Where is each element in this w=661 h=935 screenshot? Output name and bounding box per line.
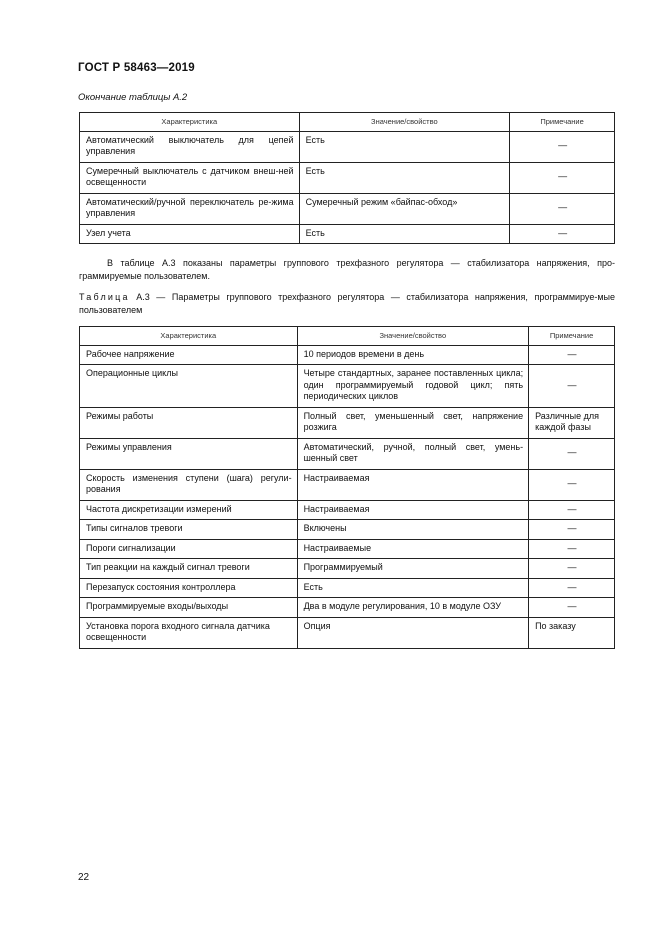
table-row [80,407,615,438]
table-cell: Опция [297,617,529,648]
table-cell: — [529,438,615,469]
table-row [80,520,615,540]
table-cell: Есть [297,578,529,598]
table-cell: Пороги сигнализации [80,539,298,559]
table-cell: Программируемый [297,559,529,579]
table-a3-caption [79,291,615,317]
table-cell: Сумеречный режим «байпас-обход» [299,193,510,224]
table-cell: Перезапуск состояния контроллера [80,578,298,598]
table-cell: Настраиваемая [297,500,529,520]
table-row [80,598,615,618]
column-header-note: Примечание [529,327,615,346]
table-cell: Есть [299,162,510,193]
table-row [80,345,615,365]
table-row [80,559,615,579]
intro-paragraph: В таблице А.3 показаны параметры группового трехфазного регулятора — стабилизатора напряжения, про-граммируемые пользователем. [79,258,615,281]
table-cell: Различные для каждой фазы [529,407,615,438]
table-cell: Тип реакции на каждый сигнал тревоги [80,559,298,579]
table-cell: — [510,224,615,244]
table-cell: Автоматический выключатель для цепей управления [80,131,300,162]
table-cell: — [529,598,615,618]
table-a3-caption-prefix: Таблица [79,292,130,302]
table-a2 [79,112,615,244]
table-a2-caption: Окончание таблицы А.2 [78,92,188,103]
table-cell: — [529,469,615,500]
table-cell: — [510,162,615,193]
table-header-row [80,113,615,132]
table-cell: Узел учета [80,224,300,244]
table-row [80,162,615,193]
table-cell: Автоматический, ручной, полный свет, умень-шенный свет [297,438,529,469]
table-row [80,131,615,162]
table-row [80,469,615,500]
table-row [80,193,615,224]
table-cell: — [510,131,615,162]
table-cell: 10 периодов времени в день [297,345,529,365]
table-cell: — [529,500,615,520]
table-cell: Скорость изменения ступени (шага) регули-рования [80,469,298,500]
column-header-characteristic: Характеристика [80,327,298,346]
table-cell: — [529,578,615,598]
table-row [80,617,615,648]
table-row [80,224,615,244]
table-cell: — [529,559,615,579]
table-cell: Два в модуле регулирования, 10 в модуле ОЗУ [297,598,529,618]
table-row [80,539,615,559]
column-header-note: Примечание [510,113,615,132]
table-cell: — [529,539,615,559]
table-cell: Сумеречный выключатель с датчиком внеш-ней освещенности [80,162,300,193]
table-cell: Режимы управления [80,438,298,469]
table-cell: Включены [297,520,529,540]
table-row [80,438,615,469]
table-cell: Программируемые входы/выходы [80,598,298,618]
table-cell: Автоматический/ручной переключатель ре-жима управления [80,193,300,224]
table-cell: Типы сигналов тревоги [80,520,298,540]
table-cell: — [529,345,615,365]
table-cell: — [529,520,615,540]
table-cell: Рабочее напряжение [80,345,298,365]
table-cell: Полный свет, уменьшенный свет, напряжение розжига [297,407,529,438]
table-cell: Есть [299,224,510,244]
table-cell: Установка порога входного сигнала датчика освещенности [80,617,298,648]
table-cell: Есть [299,131,510,162]
table-row [80,365,615,408]
table-cell: Настраиваемые [297,539,529,559]
table-cell: Режимы работы [80,407,298,438]
column-header-value: Значение/свойство [299,113,510,132]
table-a3 [79,326,615,649]
table-cell: Настраиваемая [297,469,529,500]
standard-header: ГОСТ Р 58463—2019 [78,62,195,74]
table-header-row [80,327,615,346]
table-cell: Четыре стандартных, заранее поставленных цикла; один программируемый годовой цикл; пять периодических циклов [297,365,529,408]
table-cell: По заказу [529,617,615,648]
page-number: 22 [78,872,90,883]
column-header-value: Значение/свойство [297,327,529,346]
table-row [80,500,615,520]
table-cell: Частота дискретизации измерений [80,500,298,520]
table-a3-caption-text: А.3 — Параметры группового трехфазного регулятора — стабилизатора напряжения, программируе-мые пользователем [79,292,615,315]
table-cell: — [529,365,615,408]
table-cell: Операционные циклы [80,365,298,408]
table-row [80,578,615,598]
table-cell: — [510,193,615,224]
column-header-characteristic: Характеристика [80,113,300,132]
